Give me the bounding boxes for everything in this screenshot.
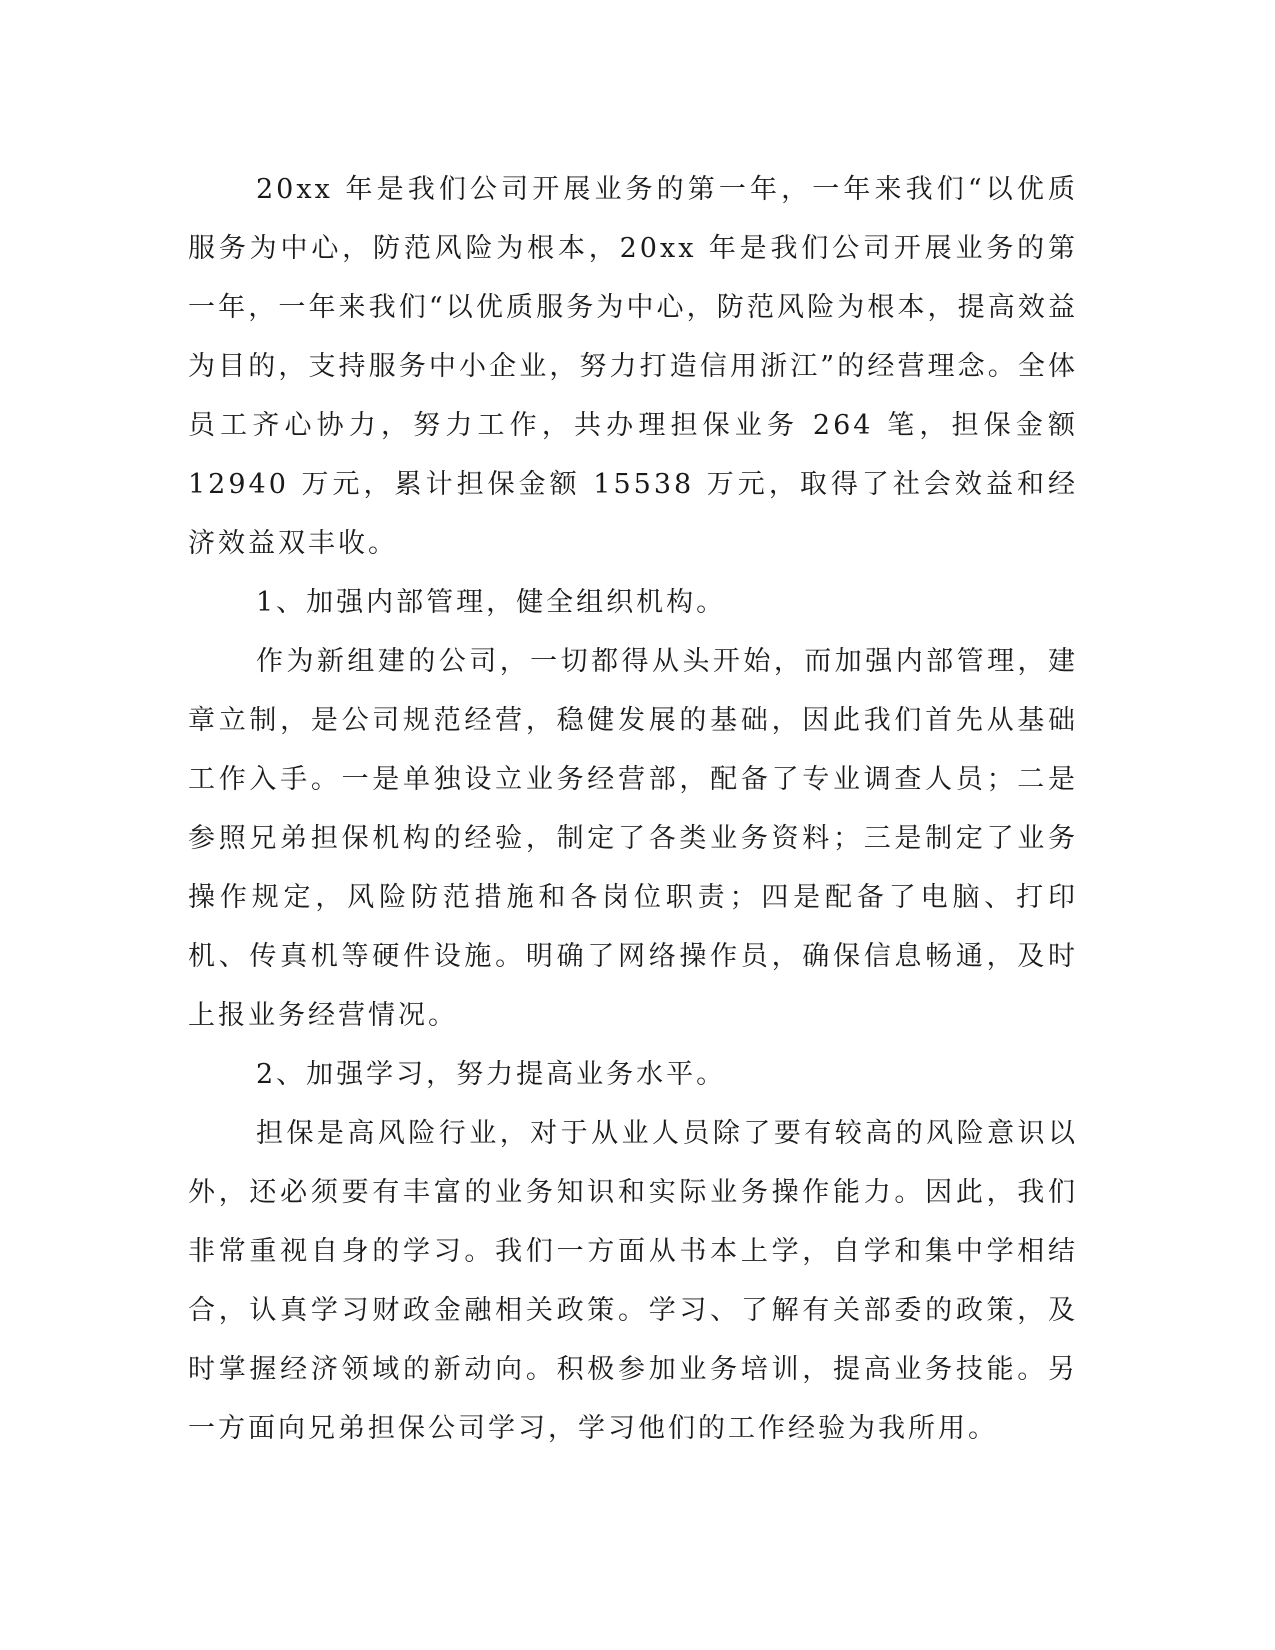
section-heading-1: 1、加强内部管理，健全组织机构。 [256, 587, 727, 618]
document-body [188, 160, 1078, 1458]
paragraph-intro: 20xx 年是我们公司开展业务的第一年，一年来我们“以优质服务为中心，防范风险为根本，20xx 年是我们公司开展业务的第一年，一年来我们“以优质服务为中心，防范风险为根本，提高效益为目的，支持服务中小企业，努力打造信用浙江”的经营理念。全体员工齐心协力，努力工作，共办理担保业务 264 笔，担保金额 12940 万元，累计担保金额 15538 万元，取得了社会效益和经济效益双丰收。 [188, 174, 1078, 559]
section-heading-2: 2、加强学习，努力提高业务水平。 [256, 1059, 727, 1090]
paragraph-learning: 担保是高风险行业，对于从业人员除了要有较高的风险意识以外，还必须要有丰富的业务知识和实际业务操作能力。因此，我们非常重视自身的学习。我们一方面从书本上学，自学和集中学相结合，认真学习财政金融相关政策。学习、了解有关部委的政策，及时掌握经济领域的新动向。积极参加业务培训，提高业务技能。另一方面向兄弟担保公司学习，学习他们的工作经验为我所用。 [188, 1118, 1078, 1444]
paragraph-internal-management: 作为新组建的公司，一切都得从头开始，而加强内部管理，建章立制，是公司规范经营，稳健发展的基础，因此我们首先从基础工作入手。一是单独设立业务经营部，配备了专业调查人员；二是参照兄弟担保机构的经验，制定了各类业务资料；三是制定了业务操作规定，风险防范措施和各岗位职责；四是配备了电脑、打印机、传真机等硬件设施。明确了网络操作员，确保信息畅通，及时上报业务经营情况。 [188, 646, 1078, 1031]
